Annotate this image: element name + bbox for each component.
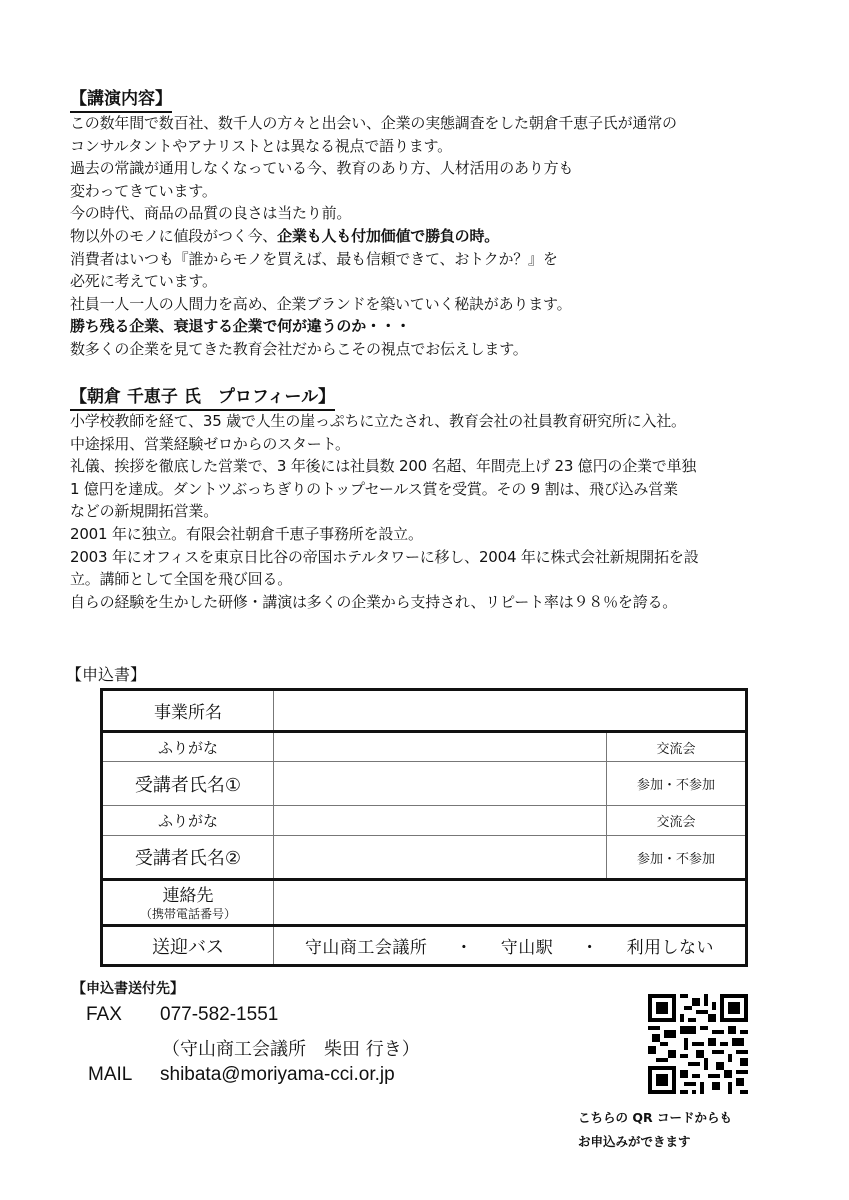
mail-label: MAIL [88, 1064, 133, 1085]
mail-address[interactable]: shibata@moriyama-cci.or.jp [160, 1064, 395, 1085]
qr-caption-line: こちらの QR コードからも [578, 1110, 732, 1125]
fax-number: 077-582-1551 [160, 1004, 279, 1025]
lecture-line: 社員一人一人の人間力を高め、企業ブランドを築いていく秘訣があります。 [70, 294, 572, 313]
furigana-2-label: ふりがな [102, 806, 274, 836]
emphasis-text: 企業も人も付加価値で勝負の時。 [277, 226, 500, 245]
attendee-1-field[interactable] [274, 762, 607, 806]
furigana-1-field[interactable] [274, 732, 607, 762]
qr-caption-line: お申込みができます [578, 1134, 691, 1149]
emphasis-text: 勝ち残る企業、衰退する企業で何が違うのか・・・ [70, 317, 411, 336]
lecture-line: この数年間で数百社、数千人の方々と出会い、企業の実態調査をした朝倉千恵子氏が通常の [70, 114, 677, 132]
profile-line: 自らの経験を生かした研修・講演は多くの企業から支持され、リピート率は９８％を誇る。 [70, 592, 678, 611]
contact-label [102, 880, 274, 926]
qr-code-icon[interactable] [648, 994, 748, 1094]
form-heading: 【申込書】 [66, 665, 147, 684]
bus-option-station[interactable]: 守山駅 [500, 938, 554, 958]
send-heading: 【申込書送付先】 [72, 981, 184, 997]
lecture-line [70, 315, 677, 338]
profile-line: 1 億円を達成。ダントツぶっちぎりのトップセールス賞を受賞。その 9 割は、飛び込み営業 [70, 479, 678, 498]
profile-body [70, 410, 699, 613]
qr-caption [578, 1106, 732, 1154]
lecture-line: 変わってきています。 [70, 181, 217, 200]
bus-option-chamber[interactable]: 守山商工会議所 [304, 938, 428, 958]
attendee-2-label: 受講者氏名② [102, 836, 274, 880]
contact-sub-label: （携帯電話番号） [139, 906, 236, 921]
social-1-options[interactable]: 参加・不参加 [607, 762, 747, 806]
lecture-heading: 【講演内容】 [70, 88, 172, 113]
profile-line: 立。講師として全国を飛び回る。 [70, 570, 293, 589]
office-name-label: 事業所名 [102, 690, 274, 732]
separator: ・ [581, 938, 599, 958]
fax-label: FAX [86, 1004, 122, 1025]
profile-line: などの新規開拓営業。 [70, 502, 219, 521]
office-name-field[interactable] [274, 690, 747, 732]
lecture-line: 消費者はいつも『誰からモノを買えば、最も信頼できて、おトクか？』を [70, 249, 558, 268]
furigana-1-label: ふりがな [102, 732, 274, 762]
lecture-body [70, 112, 677, 361]
profile-line: 2001 年に独立。有限会社朝倉千恵子事務所を設立。 [70, 524, 423, 543]
profile-line: 2003 年にオフィスを東京日比谷の帝国ホテルタワーに移し、2004 年に株式会社新規開拓を設 [70, 547, 699, 566]
bus-option-none[interactable]: 利用しない [626, 938, 715, 958]
profile-line: 礼儀、挨拶を徹底した営業で、3 年後には社員数 200 名超、年間売上げ 23 億円の企業で単独 [70, 457, 697, 476]
contact-label-text: 連絡先 [162, 885, 214, 906]
bus-options[interactable] [274, 926, 747, 966]
lecture-line: 数多くの企業を見てきた教育会社だからこその視点でお伝えします。 [70, 339, 528, 358]
profile-line: 中途採用、営業経験ゼロからのスタート。 [70, 434, 350, 453]
application-form [100, 688, 748, 967]
lecture-line: 過去の常識が通用しなくなっている今、教育のあり方、人材活用のあり方も [70, 159, 574, 178]
lecture-line: 必死に考えています。 [70, 272, 217, 291]
lecture-line: 今の時代、商品の品質の良さは当たり前。 [70, 204, 352, 223]
profile-line: 小学校教師を経て、35 歳で人生の崖っぷちに立たされ、教育会社の社員教育研究所に入社。 [70, 412, 686, 430]
social-2-options[interactable]: 参加・不参加 [607, 836, 747, 880]
fax-recipient: （守山商工会議所 柴田 行き） [162, 1039, 420, 1060]
lecture-line: 物以外のモノに値段がつく今、企業も人も付加価値で勝負の時。 [70, 226, 500, 245]
separator: ・ [455, 938, 473, 958]
attendee-1-label: 受講者氏名① [102, 762, 274, 806]
social-2-label: 交流会 [607, 806, 747, 836]
lecture-line: コンサルタントやアナリストとは異なる視点で語ります。 [70, 136, 452, 155]
social-1-label: 交流会 [607, 732, 747, 762]
profile-heading: 【朝倉 千恵子 氏 プロフィール】 [70, 386, 335, 411]
furigana-2-field[interactable] [274, 806, 607, 836]
bus-label: 送迎バス [102, 926, 274, 966]
attendee-2-field[interactable] [274, 836, 607, 880]
contact-field[interactable] [274, 880, 747, 926]
